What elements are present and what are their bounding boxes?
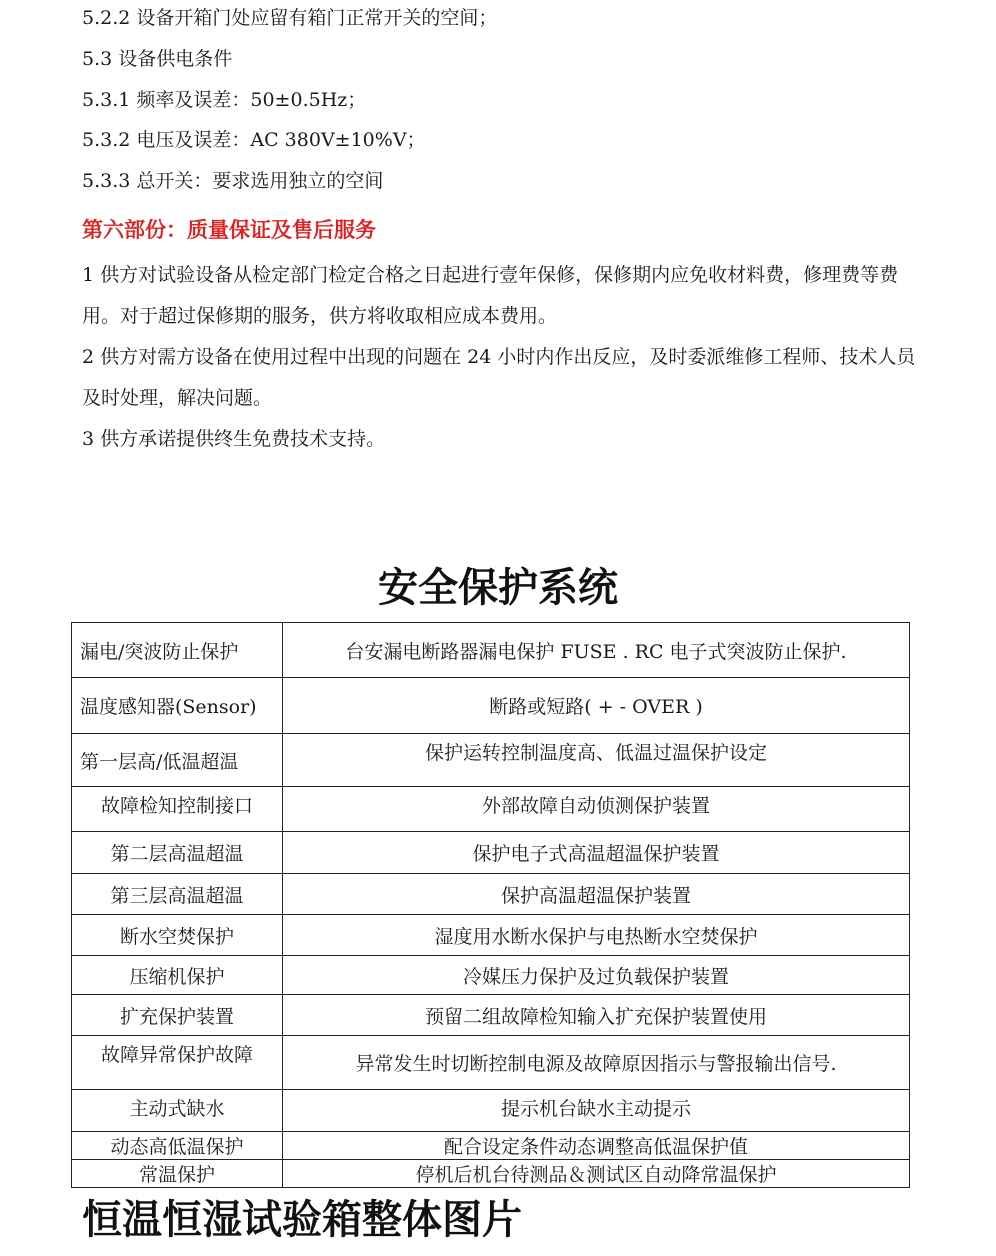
table-row (72, 623, 910, 678)
table-cell-desc: 配合设定条件动态调整高低温保护值 (283, 1132, 910, 1160)
table-title: 安全保护系统 (378, 565, 618, 611)
table-cell-name: 温度感知器(Sensor) (72, 678, 283, 734)
table-cell-desc: 提示机台缺水主动提示 (283, 1090, 910, 1132)
table-cell-name: 断水空焚保护 (72, 915, 283, 956)
table-cell-desc: 湿度用水断水保护与电热断水空焚保护 (283, 915, 910, 956)
table-row (72, 1036, 910, 1090)
table-cell-name: 压缩机保护 (72, 956, 283, 995)
table-cell-name: 故障异常保护故障 (72, 1036, 283, 1090)
table-cell-desc: 保护电子式高温超温保护装置 (283, 832, 910, 874)
table-cell-name: 动态高低温保护 (72, 1132, 283, 1160)
table-cell-name: 常温保护 (72, 1160, 283, 1188)
table-cell-desc: 台安漏电断路器漏电保护 FUSE . RC 电子式突波防止保护. (283, 623, 910, 678)
spec-line: 5.2.2 设备开箱门处应留有箱门正常开关的空间； (82, 7, 498, 29)
table-row (72, 874, 910, 915)
section-heading: 第六部份：质量保证及售后服务 (82, 218, 376, 242)
table-row (72, 832, 910, 874)
table-cell-name: 主动式缺水 (72, 1090, 283, 1132)
table-row (72, 995, 910, 1036)
table-cell-desc: 外部故障自动侦测保护装置 (283, 787, 910, 832)
table-row (72, 734, 910, 787)
table-row (72, 678, 910, 734)
table-cell-desc: 保护运转控制温度高、低温过温保护设定 (283, 734, 910, 787)
table-cell-name: 故障检知控制接口 (72, 787, 283, 832)
table-row (72, 1090, 910, 1132)
spec-line: 5.3.2 电压及误差：AC 380V±10%V； (82, 129, 426, 151)
bottom-title: 恒温恒湿试验箱整体图片 (82, 1197, 522, 1243)
paragraph: 2 供方对需方设备在使用过程中出现的问题在 24 小时内作出反应，及时委派维修工程师、技术人员及时处理，解决问题。 (82, 346, 916, 409)
paragraph: 3 供方承诺提供终生免费技术支持。 (82, 428, 386, 450)
paragraph: 1 供方对试验设备从检定部门检定合格之日起进行壹年保修，保修期内应免收材料费，修理费等费用。对于超过保修期的服务，供方将收取相应成本费用。 (82, 264, 899, 327)
table-cell-name: 漏电/突波防止保护 (72, 623, 283, 678)
table-cell-desc: 预留二组故障检知输入扩充保护装置使用 (283, 995, 910, 1036)
table-cell-desc: 保护高温超温保护装置 (283, 874, 910, 915)
table-cell-desc: 异常发生时切断控制电源及故障原因指示与警报输出信号. (283, 1036, 910, 1090)
table-row (72, 956, 910, 995)
table-cell-desc: 停机后机台待测品＆测试区自动降常温保护 (283, 1160, 910, 1188)
spec-line: 5.3 设备供电条件 (82, 48, 233, 70)
table-cell-desc: 冷媒压力保护及过负载保护装置 (283, 956, 910, 995)
table-cell-name: 扩充保护装置 (72, 995, 283, 1036)
table-cell-name: 第二层高温超温 (72, 832, 283, 874)
table-row (72, 1132, 910, 1160)
spec-line: 5.3.3 总开关：要求选用独立的空间 (82, 170, 384, 192)
table-cell-desc: 断路或短路( + - OVER ) (283, 678, 910, 734)
table-row (72, 1160, 910, 1188)
table-row (72, 915, 910, 956)
table-cell-name: 第一层高/低温超温 (72, 734, 283, 787)
table-row (72, 787, 910, 832)
spec-line: 5.3.1 频率及误差：50±0.5Hz； (82, 89, 367, 111)
protection-table (71, 622, 910, 1188)
table-cell-name: 第三层高温超温 (72, 874, 283, 915)
